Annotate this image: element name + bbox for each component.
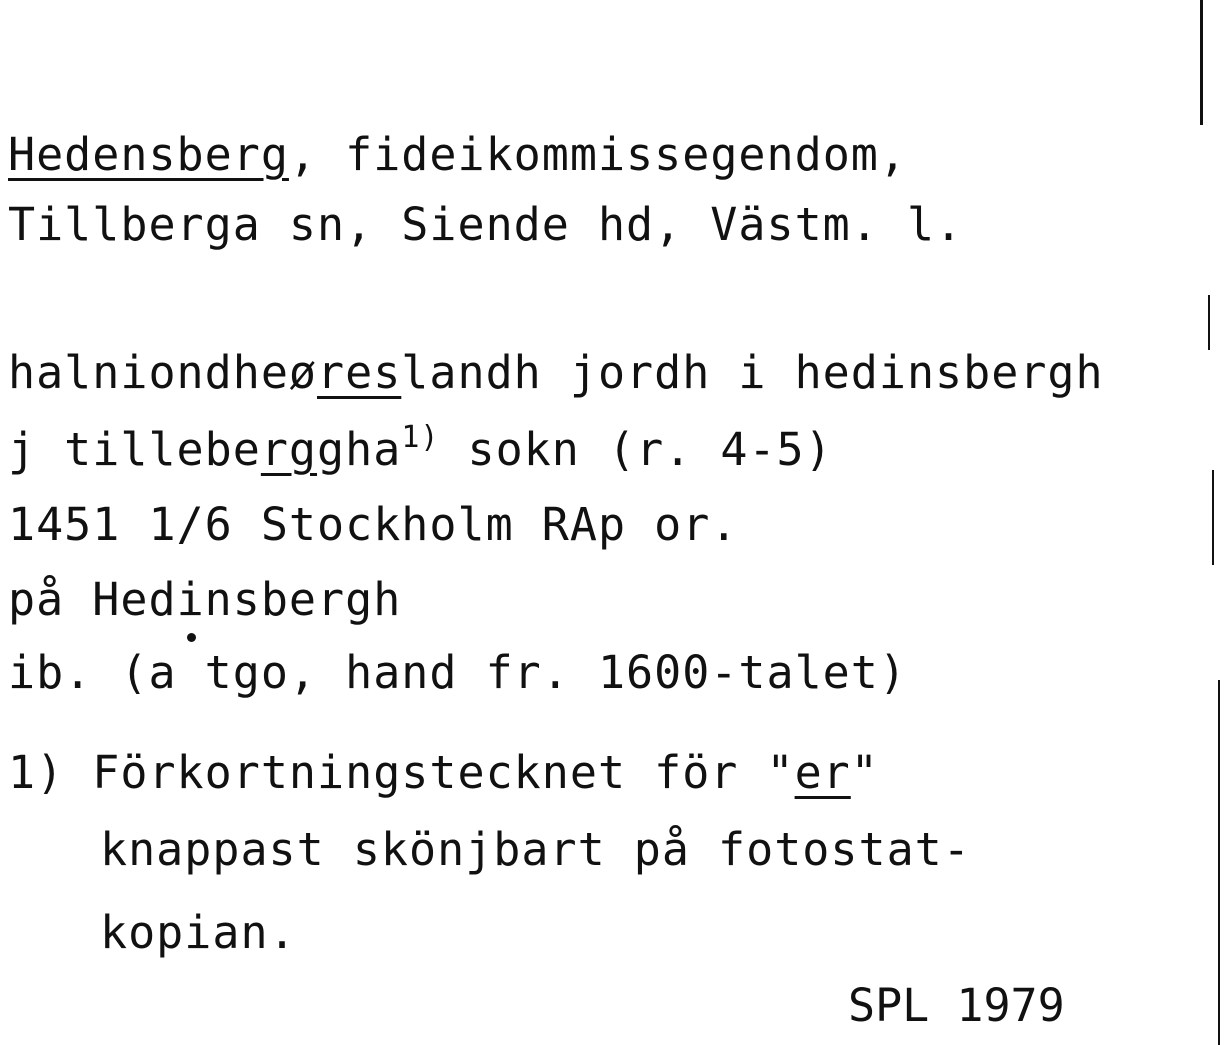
footnote-line-2: knappast skönjbart på fotostat-: [100, 823, 971, 876]
entry-text: på Hed: [8, 573, 177, 626]
entry-line-5: ib. (a tgo, hand fr. 1600-talet): [8, 646, 907, 699]
footnote-text: ": [850, 746, 879, 799]
dotted-letter: i: [176, 573, 205, 626]
entry-line-4: [8, 572, 401, 628]
place-name: Hedensberg: [8, 128, 289, 181]
card-edge-line: [1208, 295, 1210, 350]
entry-text: landh jordh i hedinsbergh: [401, 346, 1104, 399]
entry-line-3: 1451 1/6 Stockholm RAp or.: [8, 498, 739, 551]
signature: SPL 1979: [848, 979, 1065, 1032]
entry-text: j tillebe: [8, 423, 261, 476]
location-line: Tillberga sn, Siende hd, Västm. l.: [8, 198, 964, 251]
footnote-line-3: kopian.: [100, 906, 297, 959]
entry-text: halniondheø: [8, 346, 318, 399]
underlined-text: res: [317, 346, 402, 399]
footnote-text: 1) Förkortningstecknet för ": [8, 746, 795, 799]
underlined-text: er: [794, 746, 851, 799]
entry-text: sokn (r. 4-5): [439, 423, 833, 476]
footnote-marker: 1): [401, 420, 440, 455]
entry-text: gha: [317, 423, 402, 476]
card-edge-line: [1212, 470, 1214, 565]
footnote-line-1: [8, 745, 879, 801]
underlined-text: rg: [260, 423, 318, 476]
entry-text: nsbergh: [204, 573, 402, 626]
entry-line-1: [8, 345, 1104, 401]
entry-line-2: [8, 422, 833, 478]
heading-line: [8, 127, 907, 183]
card-edge-line: [1200, 0, 1203, 125]
place-description: , fideikommissegendom,: [288, 128, 907, 181]
card-edge-line: [1218, 680, 1220, 1045]
